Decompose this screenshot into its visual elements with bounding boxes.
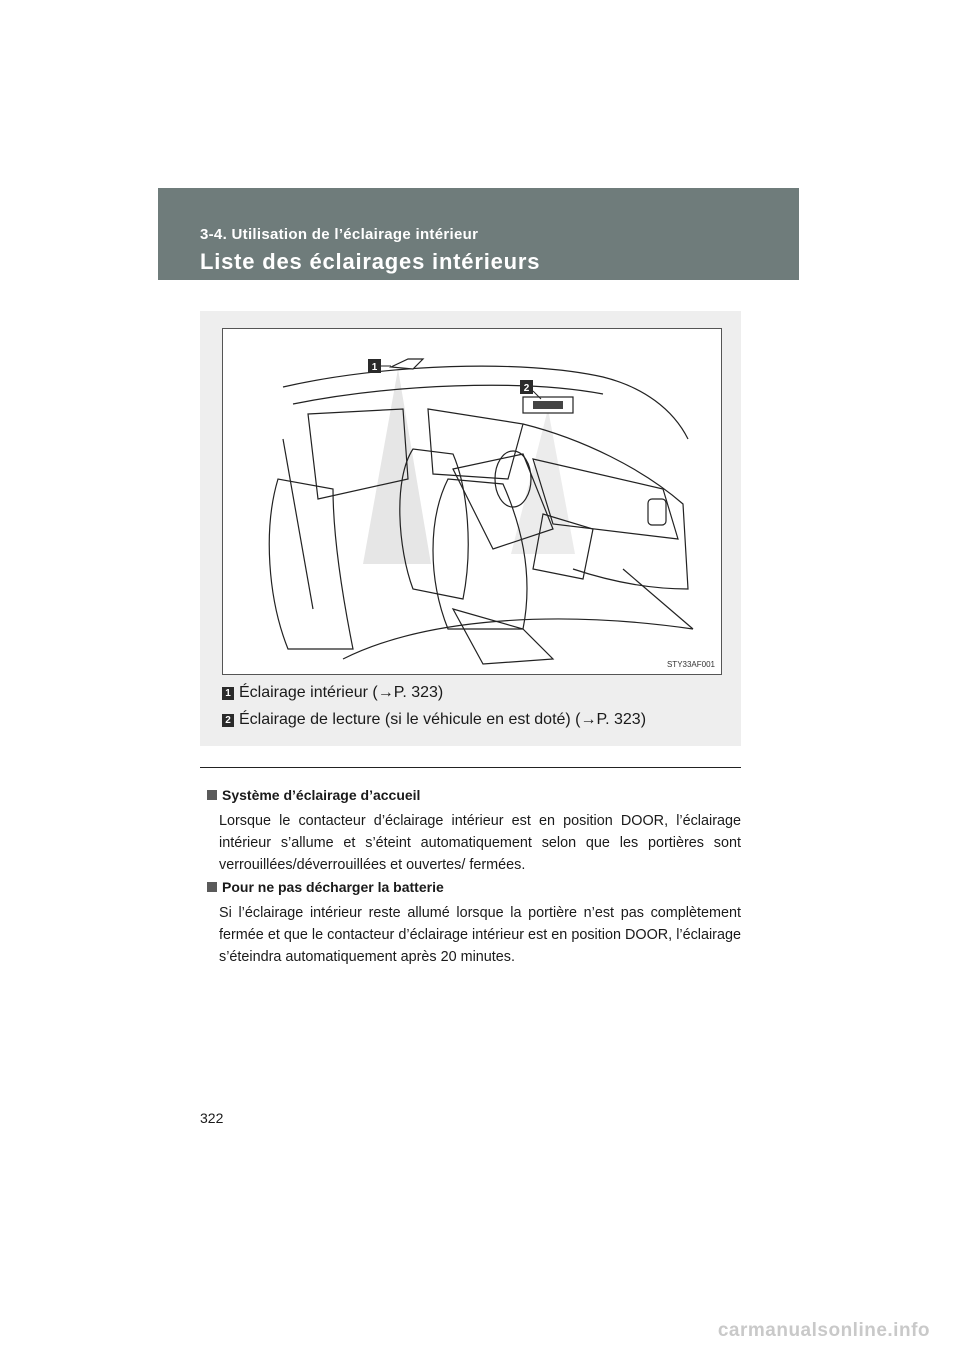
- callout-2-label: 2: [523, 383, 530, 394]
- legend-text: Éclairage de lecture (si le véhicule en est doté) (→P. 323): [239, 711, 647, 728]
- watermark: carmanualsonline.info: [717, 1320, 930, 1341]
- page-title: Liste des éclairages intérieurs: [200, 249, 541, 274]
- section-body-battery: Si l’éclairage intérieur reste allumé lorsque la portière n’est pas complètement fermée et que le contacteur d’éclairage intérieur est en position DOOR, l’éclairage s’éteindra automatiquement après 20 minutes.: [219, 905, 741, 965]
- figure-code: STY33AF001: [666, 660, 715, 669]
- legend-item-1: [222, 681, 443, 705]
- square-bullet-icon: [207, 882, 217, 892]
- callout-1-label: 1: [371, 362, 378, 373]
- section-heading-text: Système d’éclairage d’accueil: [222, 787, 421, 803]
- square-bullet-icon: [207, 790, 217, 800]
- section-heading-text: Pour ne pas décharger la batterie: [222, 879, 444, 895]
- car-interior-illustration: [222, 328, 722, 675]
- section-label: 3-4. Utilisation de l’éclairage intérieur: [200, 226, 479, 243]
- section-heading-battery: [207, 879, 444, 895]
- reading-lamp-2-lens: [533, 401, 563, 409]
- legend-item-2: [222, 708, 646, 732]
- dome-lamp-1: [391, 359, 423, 369]
- page-number: 322: [200, 1110, 224, 1126]
- section-body-welcome-lighting: Lorsque le contacteur d’éclairage intérieur est en position DOOR, l’éclairage intérieur s’allume et s’éteint automatiquement selon que les portières sont verrouillées/déverrouillées et ouvertes/ fermées.: [219, 813, 741, 873]
- legend-number-badge: 1: [222, 687, 234, 700]
- legend-text: Éclairage intérieur (→P. 323): [239, 684, 444, 701]
- section-heading-welcome-lighting: [207, 787, 420, 803]
- section-divider: [200, 767, 741, 768]
- light-cone-1: [363, 369, 431, 564]
- car-interior-drawing: [223, 329, 721, 674]
- legend-number-badge: 2: [222, 714, 234, 727]
